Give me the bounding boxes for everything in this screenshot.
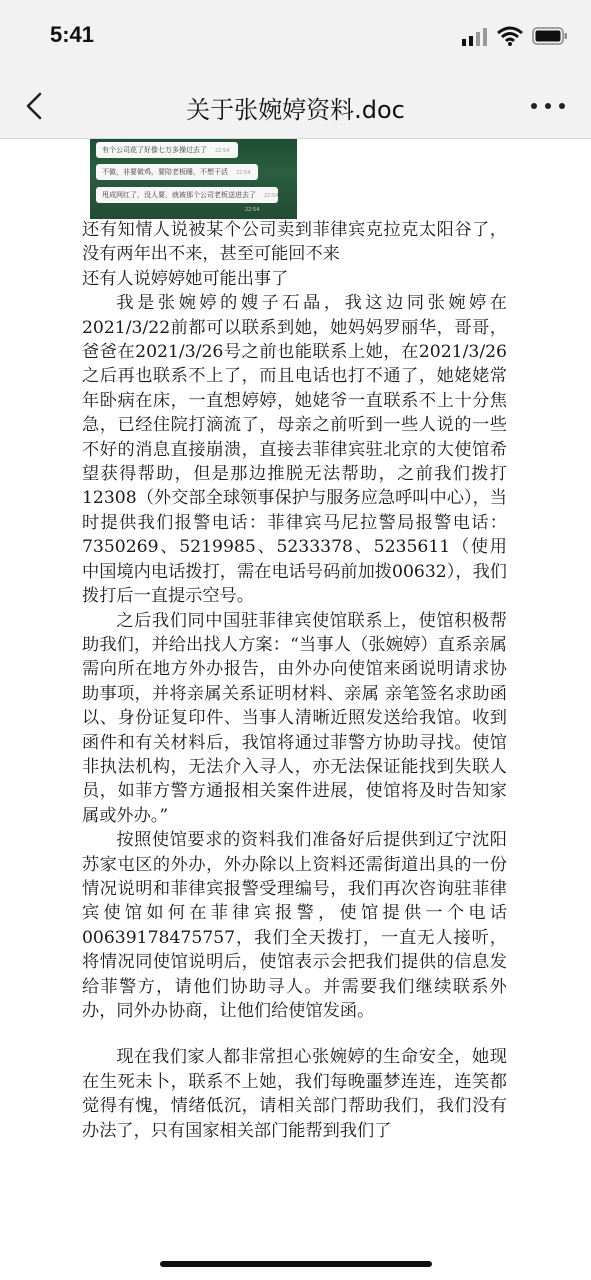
- more-options-icon[interactable]: [528, 98, 568, 114]
- document-paragraph: 按照使馆要求的资料我们准备好后提供到辽宁沈阳苏家屯区的外办，外办除以上资料还需街道出具的一份情况说明和菲律宾报警受理编号，我们再次咨询驻菲律宾使馆如何在菲律宾报警，使馆提供一个电话00639178475757，我们全天拨打，一直无人接听，将情况同使馆说明后，使馆表示会把我们提供的信息发给菲警方，请他们协助寻人。并需要我们继续联系外办，同外办协商，让他们给使馆发函。: [82, 830, 507, 1021]
- cellular-signal-icon: [462, 28, 488, 46]
- chat-timestamp: 22:54: [245, 207, 260, 213]
- back-chevron-icon[interactable]: [18, 88, 54, 124]
- chat-bubble: 甩成网红了，没人要，就被那个公司老板送进去了 22:54: [96, 187, 278, 203]
- document-paragraph: 还有知情人说被某个公司卖到菲律宾克拉克太阳谷了，没有两年出不来，甚至可能回不来: [82, 220, 507, 265]
- document-paragraph: 我是张婉婷的嫂子石晶，我这边同张婉婷在2021/3/22前都可以联系到她，她妈妈罗丽华，哥哥，爸爸在2021/3/26号之前也能联系上她，在2021/3/26之后再也联系不上了，而且电话也打不通了，她姥姥常年卧病在床，一直想婷婷，她姥爷一直联系不上十分焦急，已经住院打滴流了，母亲之前听到一些人说的一些不好的消息直接崩溃，直接去菲律宾驻北京的大使馆希望获得帮助，但是那边推脱无法帮助，之前我们拨打12308（外交部全球领事保护与服务应急呼叫中心），当时提供我们报警电话：菲律宾马尼拉警局报警电话：7350269、5219985、5233378、5235611（使用中国境内电话拨打，需在电话号码前加拨00632），我们拨打后一直提示空号。: [82, 293, 507, 607]
- wifi-icon: [497, 26, 523, 46]
- home-indicator[interactable]: [160, 1261, 432, 1267]
- status-bar: [0, 0, 591, 74]
- document-paragraph: 还有人说婷婷她可能出事了: [82, 268, 289, 289]
- navigation-bar: [0, 74, 591, 139]
- chat-bubble: 不做，非要做鸡，要陪老板睡，不想干活 22:54: [96, 164, 258, 180]
- document-paragraph: 现在我们家人都非常担心张婉婷的生命安全，她现在生死未卜，联系不上她，我们每晚噩梦连连，连笑都觉得有愧，情绪低沉，请相关部门帮助我们，我们没有办法了，只有国家相关部门能帮到我们了: [82, 1047, 507, 1141]
- status-time: 5:41: [50, 22, 95, 47]
- battery-icon: [532, 27, 568, 45]
- document-paragraph: 之后我们同中国驻菲律宾使馆联系上，使馆积极帮助我们，并给出找人方案：“当事人（张婉婷）直系亲属需向所在地方外办报告，由外办向使馆来函说明请求协助事项，并将亲属关系证明材料、亲属 亲笔签名求助函以、身份证复印件、当事人清晰近照发送给我馆。收到函件和有关材料后，我馆将通过菲警方协助寻找。使馆非执法机构，无法介入寻人，亦无法保证能找到失联人员，如菲方警方通报相关案件进展，使馆将及时告知家属或外办。”: [82, 610, 507, 826]
- document-title: 关于张婉婷资料.doc: [186, 96, 405, 124]
- chat-screenshot-image: [90, 139, 297, 219]
- document-body: [82, 218, 507, 1143]
- chat-bubble: 有个公司花了好像七万多操过去了 22:54: [96, 142, 238, 158]
